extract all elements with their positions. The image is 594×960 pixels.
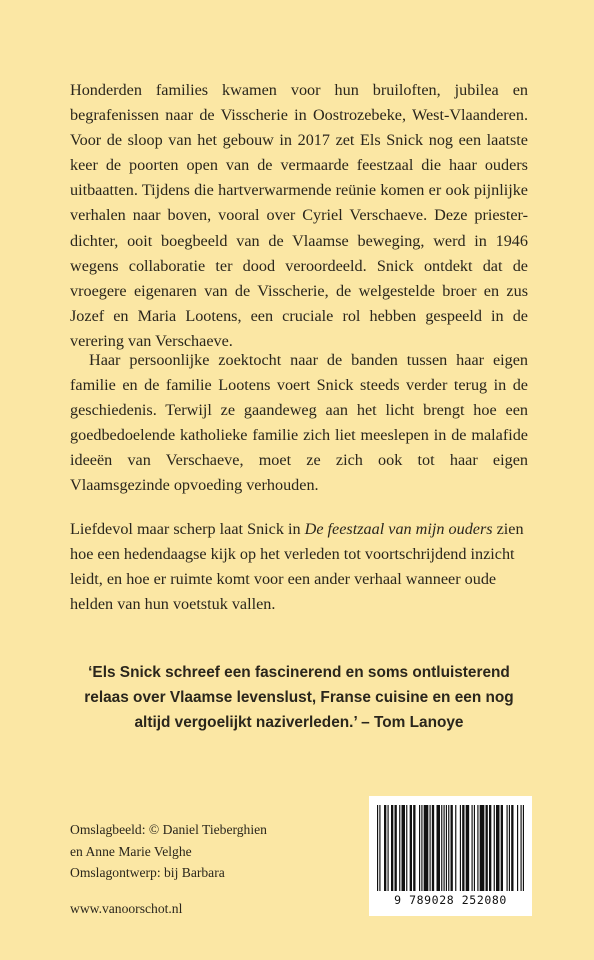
barcode-bar <box>444 805 445 891</box>
paragraph-3-start: Liefdevol maar scherp laat Snick in <box>70 520 305 538</box>
barcode-bar <box>477 805 478 891</box>
barcode-panel <box>369 796 532 916</box>
barcode-bar <box>432 805 434 891</box>
barcode-bar <box>446 805 447 891</box>
barcode-bar <box>523 805 524 891</box>
publisher-website-link[interactable]: www.vanoorschot.nl <box>70 901 183 916</box>
barcode-bar <box>388 805 389 891</box>
barcode-bar <box>472 805 473 891</box>
barcode-bar <box>377 805 378 891</box>
barcode-bar <box>419 805 420 891</box>
barcode-bar <box>509 805 510 891</box>
book-title: De feestzaal van mijn ouders <box>304 520 493 538</box>
barcode-bar <box>494 805 495 891</box>
cover-image-credit-continued: en Anne Marie Velghe <box>70 843 192 859</box>
barcode-bar <box>399 805 400 891</box>
barcode-bar <box>480 805 485 891</box>
barcode-bar <box>406 805 407 891</box>
barcode-bar <box>460 805 461 891</box>
paragraph-1-text: Honderden families kwamen voor hun bruiloften, jubilea en begrafenissen naar de Visscherie in Oostrozebeke, West-Vlaanderen. Voor de sloop van het gebouw in 2017 zet Els Snick nog een laatste keer de poorten open van de vermaarde feestzaal die haar ouders uitbaatten. Tijdens die hartverwarmende reünie komen er ook pijnlijke verhalen naar boven, vooral over Cyriel Verschaeve. Deze priester-dichter, ooit boegbeeld van de Vlaamse beweging, werd in 1946 wegens collaboratie ter dood veroordeeld. Snick ontdekt dat de vroegere eigenaren van de Visscherie, de welgestelde broer en zus Jozef en Maria Lootens, een cruciale rol hebben gespeeld in de verering van Verschaeve. <box>70 81 528 350</box>
barcode-bar <box>410 805 412 891</box>
barcode-bar <box>391 805 393 891</box>
barcode-bar <box>379 805 380 891</box>
barcode-icon <box>377 805 524 891</box>
paragraph-3-end: zien hoe een hedendaagse kijk op het verleden tot voortschrijdend inzicht leidt, en hoe er ruimte komt voor een ander verhaal wanneer oude helden van hun voetstuk vallen. <box>70 520 524 614</box>
barcode-bar <box>496 805 500 891</box>
paragraph-3-text <box>70 517 528 617</box>
barcode-bar <box>448 805 449 891</box>
barcode-bar <box>413 805 415 891</box>
barcode-bar <box>507 805 508 891</box>
isbn-number: 9 789028 252080 <box>394 893 507 907</box>
barcode-bar <box>501 805 503 891</box>
credits-block <box>70 819 267 884</box>
cover-image-credit: Omslagbeeld: © Daniel Tieberghien <box>70 822 267 837</box>
description-paragraph-1 <box>70 78 528 354</box>
barcode-bar <box>430 805 431 891</box>
review-quote: ‘Els Snick schreef een fascinerend en soms ontluisterend relaas over Vlaamse levenslust, Franse cuisine en een nog altijd vergoelijkt naziverleden.’ – Tom Lanoye <box>84 664 514 732</box>
barcode-bar <box>395 805 397 891</box>
barcode-bar <box>384 805 386 891</box>
barcode-bar <box>489 805 491 891</box>
barcode-bar <box>521 805 522 891</box>
barcode-bar <box>466 805 470 891</box>
barcode-bar <box>451 805 453 891</box>
cover-design-credit: Omslagontwerp: bij Barbara <box>70 865 225 880</box>
barcode-bar <box>421 805 422 891</box>
barcode-bar <box>517 805 518 891</box>
barcode-bar <box>437 805 441 891</box>
description-paragraph-2 <box>70 348 528 499</box>
barcode-bar <box>474 805 475 891</box>
paragraph-2-text: Haar persoonlijke zoektocht naar de banden tussen haar eigen familie en de familie Lootens voert Snick steeds verder terug in de geschiedenis. Terwijl ze gaandeweg aan het licht brengt hoe een goedbedoelende katholieke familie zich liet meeslepen in de malafide ideeën van Verschaeve, moet ze zich ook tot haar eigen Vlaamsgezinde opvoeding verhouden. <box>70 351 528 495</box>
description-paragraph-3 <box>70 517 528 617</box>
barcode-bar <box>511 805 513 891</box>
barcode-bar <box>424 805 429 891</box>
barcode-bar <box>402 805 406 891</box>
barcode-bar <box>486 805 488 891</box>
barcode-bar <box>462 805 464 891</box>
barcode-bar <box>455 805 456 891</box>
barcode-bar <box>441 805 442 891</box>
